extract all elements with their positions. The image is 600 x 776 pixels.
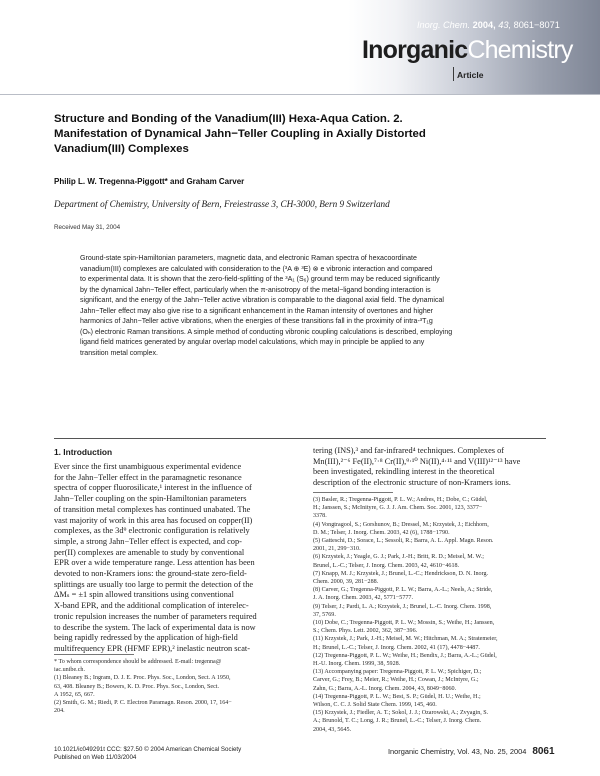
reference-line: 2004, 43, 5645.	[313, 726, 352, 733]
reference-line: D. M.; Telser, J. Inorg. Chem. 2003, 42 (6), 1788−1790.	[313, 529, 450, 536]
body-line: been investigated, rekindling interest in the theoretical	[313, 467, 495, 477]
reference-line: (15) Krzystek, J.; Fiedler, A. T.; Sokol, J. J.; Ozarowski, A.; Zvyagin, S.	[313, 710, 489, 717]
right-column-body	[313, 446, 553, 489]
title-line: Manifestation of Dynamical Jahn−Teller Coupling in Axially Distorted	[54, 128, 426, 141]
body-line: complexes, as the 3d⁹ electronic configuration is relatively	[54, 526, 250, 536]
citation-pages: 8061−8071	[513, 20, 560, 30]
title-line: Vanadium(III) Complexes	[54, 143, 189, 156]
footer-journal-info: Inorganic Chemistry, Vol. 43, No. 25, 2004	[388, 747, 527, 756]
body-line: multifrequency EPR (HFMF EPR),² inelastic neutron scat-	[54, 643, 251, 653]
reference-line: Zahn, G.; Barra, A.-L. Inorg. Chem. 2004, 43, 8049−8060.	[313, 685, 457, 692]
citation-year: 2004,	[472, 20, 496, 30]
header-rule	[0, 94, 600, 95]
footnote-line: (2) Smith, G. M.; Riedi, P. C. Electron Paramagn. Reson. 2000, 17, 164−	[54, 700, 232, 707]
logo-word-chemistry: Chemistry	[467, 36, 573, 64]
abstract	[80, 254, 520, 359]
reference-line: 37, 5769.	[313, 611, 336, 618]
body-line: X-band EPR, and the additional complication of interelec-	[54, 601, 249, 611]
reference-line: Wilson, C. C. J. Solid State Chem. 1999, 145, 460.	[313, 702, 437, 709]
reference-line: 2001, 21, 299−310.	[313, 546, 361, 553]
abstract-line: harmonics of Jahn−Teller active vibrations, when the energies of these transitions fall in the proximity of intra-³T₁g	[80, 318, 433, 326]
title-line: Structure and Bonding of the Vanadium(III) Hexa-Aqua Cation. 2.	[54, 113, 403, 125]
left-footnotes	[54, 658, 294, 715]
left-column-body	[54, 462, 294, 655]
article-label-bar	[453, 67, 454, 81]
affiliation: Department of Chemistry, University of Bern, Freiestrasse 3, CH-3000, Bern 9 Switzerland	[54, 199, 390, 209]
body-line: tronic repulsion increases the number of parameters required	[54, 611, 257, 621]
received-date: Received May 31, 2004	[54, 224, 121, 231]
abstract-line: Ground-state spin-Hamiltonian parameters, magnetic data, and electronic Raman spectra of hexacoordinate	[80, 255, 417, 262]
journal-abbrev: Inorg. Chem.	[417, 20, 471, 30]
reference-line: (12) Tregenna-Piggott, P. L. W.; Weihe, H.; Bendix, J.; Barra, A.-L.; Güdel,	[313, 652, 497, 659]
footnote-line: A 1952, 65, 667.	[54, 691, 95, 698]
reference-line: (9) Telser, J.; Pardi, L. A.; Krzystek, J.; Brunel, L.-C. Inorg. Chem. 1998,	[313, 603, 492, 610]
reference-line: (3) Basler, R.; Tregenna-Piggott, P. L. W.; Andres, H.; Dobe, C.; Güdel,	[313, 497, 488, 503]
footer-left	[54, 746, 241, 762]
body-line: ΔMₛ = ±1 spin allowed transitions using conventional	[54, 590, 234, 600]
reference-line: H.-U. Inorg. Chem. 1999, 38, 5928.	[313, 661, 401, 668]
authors: Philip L. W. Tregenna-Piggott* and Graham Carver	[54, 177, 245, 186]
reference-line: J. A. Inorg. Chem. 2003, 42, 5771−5777.	[313, 595, 413, 602]
journal-citation	[417, 20, 560, 30]
footnote-line: * To whom correspondence should be addressed. E-mail: tregenna@	[54, 659, 222, 665]
logo-word-inorganic: Inorganic	[362, 36, 468, 64]
abstract-line: vanadium(III) complexes are calculated with consideration to the (³A ⊕ ³E) ⊗ e vibronic interaction and compared	[80, 265, 433, 273]
paper-title	[54, 112, 554, 158]
abstract-line: (Oₕ) electronic Raman transitions. A simple method of conducting vibronic coupling calculations is described, employing	[80, 328, 453, 336]
body-line: being rapidly redressed by the application of high-field	[54, 633, 238, 643]
abstract-line: significant, and the energy of the Jahn−Teller active vibration is comparable to the diagonal axial field. The dynamical	[80, 297, 444, 305]
body-line: for the Jahn−Teller effect in the paramagnetic resonance	[54, 472, 242, 482]
footer-right	[388, 746, 555, 757]
footnote-line: 63, 408. Bleaney B.; Bowers, K. D. Proc. Phys. Soc., London, Sect.	[54, 683, 220, 690]
reference-line: (10) Dobe, C.; Tregenna-Piggott, P. L. W.; Mossin, S.; Weihe, H.; Janssen,	[313, 620, 495, 627]
reference-line: S.; Chem. Phys. Lett. 2002, 362, 387−396.	[313, 628, 418, 635]
reference-line: (5) Gatteschi, D.; Sorace, L.; Sessoli, R.; Barra, A. L. Appl. Magn. Reson.	[313, 538, 494, 545]
body-line: Jahn−Teller coupling on the spin-Hamiltonian parameters	[54, 494, 247, 504]
body-line: splittings are usually too large to permit the detection of the	[54, 579, 254, 589]
right-references	[313, 496, 553, 734]
footnote-rule-left	[54, 654, 134, 655]
reference-line: Carver, G.; Frey, B.; Meier, R.; Weihe, H.; Cowan, J.; McIntyre, G.;	[313, 677, 479, 684]
reference-line: 3378.	[313, 513, 327, 520]
abstract-line: transition metal complex.	[80, 349, 158, 357]
body-line: description of the electronic structure of non-Kramers ions.	[313, 478, 511, 488]
body-line: tering (INS),³ and far-infrared⁴ techniques. Complexes of	[313, 446, 505, 455]
footnote-line: 204.	[54, 708, 65, 715]
body-line: per(II) complexes are amenable to study by conventional	[54, 547, 245, 557]
reference-line: Chem. 2000, 39, 281−288.	[313, 579, 379, 586]
body-line: devoted to non-Kramers ions: the ground-state zero-field-	[54, 569, 247, 579]
reference-line: (13) Accompanying paper: Tregenna-Piggott, P. L. W.; Spichiger, D.;	[313, 669, 482, 676]
body-line: of transition metal complexes has continued unabated. The	[54, 504, 251, 514]
footnote-rule-right	[313, 492, 393, 493]
journal-logo	[362, 38, 573, 63]
footnote-line: iac.unibe.ch.	[54, 667, 85, 674]
body-line: Ever since the first unambiguous experimental evidence	[54, 462, 242, 471]
reference-line: (11) Krzystek, J.; Park, J.-H.; Meisel, M. W.; Hitchman, M. A.; Stratemeier,	[313, 636, 498, 643]
abstract-line: by the dynamical Jahn−Teller effect, particularly when the π-anisotropy of the metal−ligand bonding interaction is	[80, 286, 431, 294]
body-line: vast majority of work in this area has focused on copper(II)	[54, 515, 253, 525]
reference-line: (7) Knapp, M. J.; Krzystek, J.; Brunel, L.-C.; Hendrickson, D. N. Inorg.	[313, 570, 489, 577]
reference-line: (14) Tregenna-Piggott, P. L. W.; Best, S. P.; Güdel, H. U.; Weihe, H.;	[313, 693, 481, 700]
footer-published: Published on Web 11/03/2004	[54, 754, 137, 761]
reference-line: Brunel, L.-C.; Telser, J. Inorg. Chem. 2003, 42, 4610−4618.	[313, 562, 460, 569]
abstract-line: Jahn−Teller effect may also give rise to a significant enhancement in the Raman intensity of overtones and higher	[80, 307, 434, 315]
reference-line: (4) Vongtragool, S.; Gorshunov, B.; Dressel, M.; Krzystek, J.; Eichhorn,	[313, 521, 489, 528]
article-label: Article	[457, 70, 484, 80]
footer-doi: 10.1021/ic049291t CCC: $27.50 © 2004 American Chemical Society	[54, 746, 242, 753]
page-number: 8061	[532, 746, 555, 757]
abstract-line: ligand field matrices generated by angular overlap model calculations, which may in principle be applied to any	[80, 339, 425, 347]
body-line: EPR over a wide temperature range. Less attention has been	[54, 558, 255, 568]
reference-line: A.; Brunold, T. C.; Long, J. R.; Brunel, L.-C.; Telser, J. Inorg. Chem.	[313, 718, 482, 725]
body-line: Mn(III),²⁻⁶ Fe(II),⁷·⁸ Cr(II),⁹·¹⁰ Ni(II),⁴·¹¹ and V(III)¹²⁻¹³ have	[313, 456, 521, 466]
body-line: to describe the system. The lack of experimental data is now	[54, 622, 256, 632]
body-line: spectra of copper fluorosilicate,¹ interest in the influence of	[54, 483, 252, 493]
body-line: simple, a strong Jahn−Teller effect is expected, and cop-	[54, 536, 242, 546]
footnote-line: (1) Bleaney B.; Ingram, D. J. E. Proc. Phys. Soc., London, Sect. A 1950,	[54, 675, 231, 682]
section-heading: 1. Introduction	[54, 447, 113, 457]
reference-line: H.; Janssen, S.; McInityre, G. J. J. Am. Chem. Soc. 2001, 123, 3377−	[313, 505, 483, 512]
citation-volume: 43,	[498, 20, 512, 30]
abstract-line: to experimental data. It is shown that the zero-field-splitting of the ³A₁ (S₆) ground term may be reduced significantly	[80, 276, 440, 284]
reference-line: (8) Carver, G.; Tregenna-Piggott, P. L. W.; Barra, A.-L.; Neels, A.; Stride,	[313, 587, 493, 594]
reference-line: H.; Brunel, L.-C.; Telser, J. Inorg. Chem. 2002, 41 (17), 4478−4487.	[313, 644, 480, 651]
reference-line: (6) Krzystek, J.; Yeagle, G. J.; Park, J.-H.; Britt, R. D.; Meisel, M. W.;	[313, 554, 484, 561]
section-divider	[54, 438, 546, 439]
